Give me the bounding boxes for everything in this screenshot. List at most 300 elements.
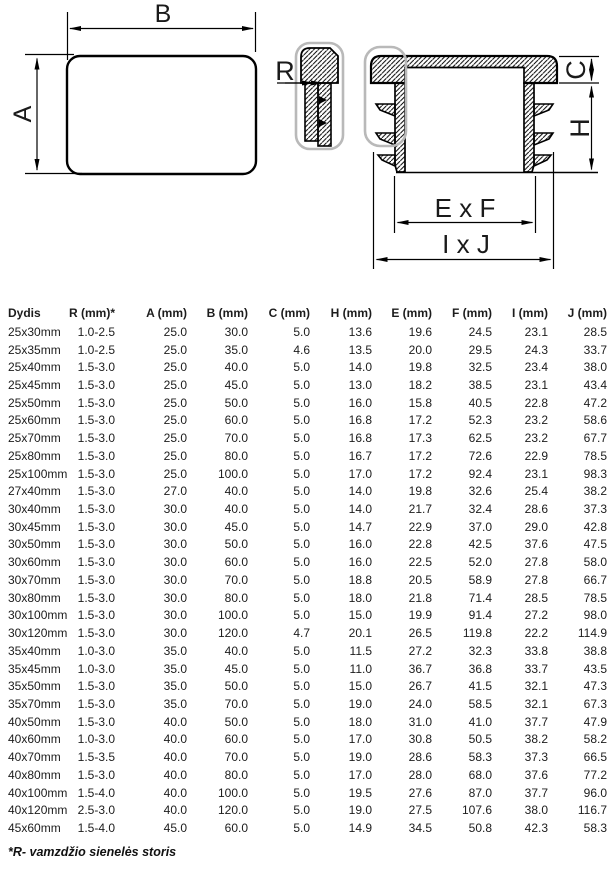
- value-cell: 19.9: [408, 608, 432, 623]
- value-cell: 50.5: [468, 732, 492, 747]
- table-row: [8, 607, 607, 625]
- table-row: [8, 589, 607, 607]
- table-row: [8, 695, 607, 713]
- table-row: [8, 447, 607, 465]
- value-cell: 41.0: [468, 714, 492, 729]
- value-cell: 37.6: [524, 537, 548, 552]
- table-row: [8, 766, 607, 784]
- value-cell: 100.0: [217, 785, 248, 800]
- value-cell: 1.5-3.0: [77, 572, 115, 587]
- size-cell: 30x70mm: [8, 572, 61, 587]
- value-cell: 30.0: [163, 502, 187, 517]
- value-cell: 5.0: [293, 679, 310, 694]
- size-cell: 30x60mm: [8, 555, 61, 570]
- value-cell: 40.0: [163, 750, 187, 765]
- table-row: [8, 784, 607, 802]
- value-cell: 32.3: [468, 643, 492, 658]
- value-cell: 18.8: [348, 572, 372, 587]
- value-cell: 62.5: [468, 431, 492, 446]
- value-cell: 35.0: [163, 643, 187, 658]
- column-header-dydis: Dydis: [8, 305, 41, 320]
- value-cell: 14.0: [348, 360, 372, 375]
- value-cell: 1.0-2.5: [77, 342, 115, 357]
- value-cell: 11.0: [349, 661, 372, 676]
- value-cell: 98.0: [583, 608, 607, 623]
- size-cell: 25x100mm: [8, 466, 68, 481]
- value-cell: 77.2: [583, 767, 607, 782]
- value-cell: 19.0: [348, 696, 372, 711]
- size-cell: 25x45mm: [8, 378, 61, 393]
- value-cell: 16.8: [348, 413, 372, 428]
- value-cell: 18.0: [348, 590, 372, 605]
- value-cell: 119.8: [462, 626, 492, 641]
- value-cell: 30.0: [163, 555, 187, 570]
- value-cell: 1.5-3.0: [77, 714, 115, 729]
- value-cell: 25.0: [163, 324, 187, 339]
- value-cell: 45.0: [224, 378, 248, 393]
- value-cell: 1.5-3.0: [77, 696, 115, 711]
- size-cell: 25x30mm: [8, 324, 61, 339]
- value-cell: 37.3: [583, 502, 607, 517]
- value-cell: 1.5-3.0: [77, 519, 115, 534]
- table-row: [8, 482, 607, 500]
- value-cell: 36.8: [468, 661, 492, 676]
- value-cell: 13.0: [348, 378, 372, 393]
- table-row: [8, 660, 607, 678]
- technical-drawing: [0, 0, 614, 296]
- value-cell: 60.0: [224, 413, 248, 428]
- value-cell: 80.0: [224, 448, 248, 463]
- value-cell: 33.7: [583, 342, 607, 357]
- value-cell: 58.2: [583, 732, 607, 747]
- value-cell: 37.7: [524, 714, 548, 729]
- value-cell: 37.6: [524, 767, 548, 782]
- value-cell: 5.0: [293, 714, 310, 729]
- value-cell: 66.7: [583, 572, 607, 587]
- value-cell: 87.0: [468, 785, 492, 800]
- column-header-c: C (mm): [268, 305, 310, 320]
- value-cell: 72.6: [468, 448, 492, 463]
- table-row: [8, 553, 607, 571]
- value-cell: 32.1: [524, 696, 548, 711]
- value-cell: 5.0: [293, 572, 310, 587]
- value-cell: 1.5-3.0: [77, 590, 115, 605]
- value-cell: 15.0: [348, 608, 372, 623]
- value-cell: 17.2: [408, 448, 432, 463]
- value-cell: 17.2: [408, 466, 432, 481]
- value-cell: 14.7: [348, 519, 372, 534]
- size-table: [8, 302, 607, 837]
- value-cell: 32.4: [468, 502, 492, 517]
- value-cell: 28.6: [524, 502, 548, 517]
- value-cell: 28.0: [408, 767, 432, 782]
- dimension-h-label: H: [565, 118, 595, 138]
- value-cell: 35.0: [163, 679, 187, 694]
- value-cell: 1.5-3.0: [77, 537, 115, 552]
- value-cell: 33.8: [524, 643, 548, 658]
- value-cell: 19.8: [408, 360, 432, 375]
- size-cell: 45x60mm: [8, 820, 61, 835]
- value-cell: 19.0: [348, 803, 372, 818]
- size-cell: 25x35mm: [8, 342, 61, 357]
- value-cell: 40.0: [163, 767, 187, 782]
- value-cell: 1.5-3.5: [77, 750, 115, 765]
- value-cell: 45.0: [163, 820, 187, 835]
- top-view: [9, 0, 256, 174]
- value-cell: 30.0: [163, 519, 187, 534]
- column-header-h: H (mm): [330, 305, 372, 320]
- value-cell: 1.5-3.0: [77, 413, 115, 428]
- value-cell: 80.0: [224, 767, 248, 782]
- value-cell: 23.1: [524, 324, 548, 339]
- value-cell: 5.0: [293, 785, 310, 800]
- value-cell: 15.8: [408, 395, 432, 410]
- value-cell: 47.2: [583, 395, 607, 410]
- value-cell: 29.5: [468, 342, 492, 357]
- value-cell: 27.2: [408, 643, 432, 658]
- table-row: [8, 412, 607, 430]
- value-cell: 30.0: [224, 324, 248, 339]
- value-cell: 18.2: [408, 378, 432, 393]
- value-cell: 45.0: [224, 661, 248, 676]
- value-cell: 25.0: [163, 466, 187, 481]
- value-cell: 107.6: [461, 803, 492, 818]
- value-cell: 40.0: [163, 714, 187, 729]
- value-cell: 5.0: [293, 378, 310, 393]
- table-row: [8, 642, 607, 660]
- column-header-b: B (mm): [206, 305, 248, 320]
- value-cell: 30.8: [408, 732, 432, 747]
- value-cell: 23.1: [524, 466, 548, 481]
- value-cell: 50.0: [224, 679, 248, 694]
- table-row: [8, 465, 607, 483]
- value-cell: 20.1: [348, 626, 372, 641]
- value-cell: 41.5: [468, 679, 492, 694]
- section-view: [365, 47, 599, 269]
- dimension-c-label: C: [561, 60, 591, 80]
- value-cell: 1.5-3.0: [77, 466, 115, 481]
- dimension-ixj-label: I x J: [442, 229, 490, 259]
- value-cell: 5.0: [293, 643, 310, 658]
- value-cell: 27.0: [163, 484, 187, 499]
- value-cell: 37.7: [524, 785, 548, 800]
- value-cell: 91.4: [468, 608, 492, 623]
- value-cell: 5.0: [293, 803, 310, 818]
- value-cell: 28.5: [583, 324, 607, 339]
- size-cell: 25x60mm: [8, 413, 61, 428]
- value-cell: 5.0: [293, 502, 310, 517]
- value-cell: 17.0: [348, 732, 372, 747]
- value-cell: 40.0: [224, 360, 248, 375]
- value-cell: 37.3: [524, 750, 548, 765]
- value-cell: 71.4: [468, 590, 492, 605]
- size-cell: 30x120mm: [8, 626, 68, 641]
- value-cell: 35.0: [163, 661, 187, 676]
- value-cell: 38.2: [524, 732, 548, 747]
- value-cell: 25.0: [163, 448, 187, 463]
- value-cell: 14.0: [348, 502, 372, 517]
- size-cell: 30x80mm: [8, 590, 61, 605]
- value-cell: 19.8: [408, 484, 432, 499]
- value-cell: 5.0: [293, 395, 310, 410]
- table-row: [8, 536, 607, 554]
- value-cell: 40.0: [224, 643, 248, 658]
- value-cell: 4.6: [293, 342, 310, 357]
- value-cell: 23.4: [524, 360, 548, 375]
- value-cell: 24.3: [524, 342, 548, 357]
- value-cell: 15.0: [348, 679, 372, 694]
- value-cell: 18.0: [348, 714, 372, 729]
- value-cell: 5.0: [293, 324, 310, 339]
- value-cell: 1.5-3.0: [77, 767, 115, 782]
- size-cell: 25x40mm: [8, 360, 61, 375]
- column-header-i: I (mm): [512, 305, 548, 320]
- value-cell: 30.0: [163, 537, 187, 552]
- table-row: [8, 341, 607, 359]
- value-cell: 25.0: [163, 395, 187, 410]
- value-cell: 5.0: [293, 608, 310, 623]
- value-cell: 67.3: [583, 696, 607, 711]
- size-cell: 35x40mm: [8, 643, 61, 658]
- value-cell: 5.0: [293, 555, 310, 570]
- value-cell: 22.8: [524, 395, 548, 410]
- size-cell: 35x45mm: [8, 661, 61, 676]
- value-cell: 60.0: [224, 555, 248, 570]
- value-cell: 16.7: [348, 448, 372, 463]
- table-row: [8, 323, 607, 341]
- value-cell: 60.0: [224, 820, 248, 835]
- value-cell: 5.0: [293, 590, 310, 605]
- size-cell: 25x80mm: [8, 448, 61, 463]
- value-cell: 20.5: [408, 572, 432, 587]
- value-cell: 1.5-3.0: [77, 608, 115, 623]
- table-row: [8, 429, 607, 447]
- value-cell: 1.5-3.0: [77, 555, 115, 570]
- value-cell: 22.8: [408, 537, 432, 552]
- value-cell: 92.4: [468, 466, 492, 481]
- value-cell: 70.0: [224, 572, 248, 587]
- value-cell: 25.4: [524, 484, 548, 499]
- value-cell: 5.0: [293, 519, 310, 534]
- value-cell: 1.5-3.0: [77, 360, 115, 375]
- value-cell: 1.5-3.0: [77, 626, 115, 641]
- value-cell: 120.0: [217, 626, 248, 641]
- value-cell: 5.0: [293, 732, 310, 747]
- value-cell: 22.9: [408, 519, 432, 534]
- value-cell: 14.9: [348, 820, 372, 835]
- value-cell: 70.0: [224, 431, 248, 446]
- value-cell: 16.0: [348, 537, 372, 552]
- plug-drawing-svg: [0, 0, 614, 296]
- value-cell: 58.5: [468, 696, 492, 711]
- value-cell: 31.0: [408, 714, 432, 729]
- column-header-e: E (mm): [391, 305, 432, 320]
- value-cell: 32.5: [468, 360, 492, 375]
- value-cell: 16.8: [348, 431, 372, 446]
- value-cell: 21.7: [408, 502, 432, 517]
- value-cell: 19.0: [348, 750, 372, 765]
- value-cell: 29.0: [524, 519, 548, 534]
- table-row: [8, 624, 607, 642]
- value-cell: 1.5-4.0: [77, 820, 115, 835]
- value-cell: 5.0: [293, 661, 310, 676]
- size-cell: 40x80mm: [8, 767, 61, 782]
- value-cell: 1.5-3.0: [77, 484, 115, 499]
- lip-section: [301, 48, 338, 83]
- size-cell: 40x70mm: [8, 750, 61, 765]
- value-cell: 5.0: [293, 360, 310, 375]
- value-cell: 40.0: [224, 502, 248, 517]
- column-header-j: J (mm): [567, 305, 607, 320]
- value-cell: 1.0-2.5: [77, 324, 115, 339]
- value-cell: 25.0: [163, 342, 187, 357]
- value-cell: 1.5-3.0: [77, 502, 115, 517]
- value-cell: 50.0: [224, 537, 248, 552]
- value-cell: 1.5-3.0: [77, 431, 115, 446]
- value-cell: 28.5: [524, 590, 548, 605]
- value-cell: 5.0: [293, 413, 310, 428]
- value-cell: 30.0: [163, 572, 187, 587]
- value-cell: 21.8: [408, 590, 432, 605]
- size-cell: 25x70mm: [8, 431, 61, 446]
- value-cell: 4.7: [293, 626, 310, 641]
- value-cell: 2.5-3.0: [77, 803, 115, 818]
- value-cell: 78.5: [583, 590, 607, 605]
- dimension-b-label: B: [154, 0, 172, 28]
- value-cell: 40.0: [163, 785, 187, 800]
- value-cell: 36.7: [408, 661, 432, 676]
- value-cell: 98.3: [583, 466, 607, 481]
- detail-view: [275, 43, 343, 149]
- value-cell: 13.5: [348, 342, 372, 357]
- plug-wall-section: [318, 83, 331, 146]
- value-cell: 25.0: [163, 413, 187, 428]
- value-cell: 5.0: [293, 696, 310, 711]
- value-cell: 19.6: [408, 324, 432, 339]
- size-cell: 25x50mm: [8, 395, 61, 410]
- tube-wall-section: [305, 83, 318, 141]
- value-cell: 24.0: [408, 696, 432, 711]
- value-cell: 38.2: [583, 484, 607, 499]
- value-cell: 16.0: [348, 395, 372, 410]
- value-cell: 1.0-3.0: [77, 643, 115, 658]
- column-header-f: F (mm): [452, 305, 492, 320]
- value-cell: 1.5-4.0: [77, 785, 115, 800]
- value-cell: 17.0: [348, 767, 372, 782]
- value-cell: 58.6: [583, 413, 607, 428]
- value-cell: 45.0: [224, 519, 248, 534]
- value-cell: 38.5: [468, 378, 492, 393]
- value-cell: 30.0: [163, 608, 187, 623]
- value-cell: 30.0: [163, 590, 187, 605]
- table-row: [8, 819, 607, 837]
- value-cell: 17.3: [408, 431, 432, 446]
- value-cell: 116.7: [577, 803, 607, 818]
- size-cell: 30x50mm: [8, 537, 61, 552]
- value-cell: 70.0: [224, 750, 248, 765]
- value-cell: 42.8: [583, 519, 607, 534]
- value-cell: 23.1: [524, 378, 548, 393]
- value-cell: 1.0-3.0: [77, 661, 115, 676]
- value-cell: 60.0: [224, 732, 248, 747]
- size-cell: 30x100mm: [8, 608, 68, 623]
- value-cell: 43.5: [583, 661, 607, 676]
- value-cell: 68.0: [468, 767, 492, 782]
- value-cell: 30.0: [163, 626, 187, 641]
- table-row: [8, 358, 607, 376]
- value-cell: 50.0: [224, 714, 248, 729]
- dimension-exf-label: E x F: [434, 193, 496, 223]
- table-row: [8, 731, 607, 749]
- value-cell: 52.0: [468, 555, 492, 570]
- size-cell: 40x50mm: [8, 714, 61, 729]
- value-cell: 43.4: [583, 378, 607, 393]
- cap-outline: [67, 56, 256, 174]
- value-cell: 58.9: [468, 572, 492, 587]
- value-cell: 5.0: [293, 537, 310, 552]
- value-cell: 32.6: [468, 484, 492, 499]
- value-cell: 47.3: [583, 679, 607, 694]
- value-cell: 17.2: [408, 413, 432, 428]
- value-cell: 33.7: [524, 661, 548, 676]
- value-cell: 38.0: [524, 803, 548, 818]
- value-cell: 42.5: [468, 537, 492, 552]
- value-cell: 1.5-3.0: [77, 395, 115, 410]
- value-cell: 80.0: [224, 590, 248, 605]
- value-cell: 1.5-3.0: [77, 378, 115, 393]
- value-cell: 1.5-3.0: [77, 679, 115, 694]
- dimension-r-label: R: [275, 56, 295, 86]
- value-cell: 100.0: [217, 608, 248, 623]
- table-row: [8, 394, 607, 412]
- value-cell: 19.5: [348, 785, 372, 800]
- value-cell: 35.0: [224, 342, 248, 357]
- table-row: [8, 571, 607, 589]
- value-cell: 20.0: [408, 342, 432, 357]
- right-wall: [524, 83, 534, 172]
- value-cell: 27.8: [524, 572, 548, 587]
- value-cell: 35.0: [163, 696, 187, 711]
- value-cell: 14.0: [348, 484, 372, 499]
- value-cell: 17.0: [348, 466, 372, 481]
- value-cell: 25.0: [163, 431, 187, 446]
- value-cell: 1.0-3.0: [77, 732, 115, 747]
- value-cell: 37.0: [468, 519, 492, 534]
- table-row: [8, 500, 607, 518]
- value-cell: 23.2: [524, 413, 548, 428]
- value-cell: 25.0: [163, 360, 187, 375]
- size-cell: 40x100mm: [8, 785, 68, 800]
- value-cell: 50.0: [224, 395, 248, 410]
- value-cell: 47.5: [583, 537, 607, 552]
- value-cell: 11.5: [349, 643, 372, 658]
- value-cell: 27.5: [408, 803, 432, 818]
- value-cell: 1.5-3.0: [77, 448, 115, 463]
- value-cell: 22.2: [524, 626, 548, 641]
- value-cell: 42.3: [524, 820, 548, 835]
- value-cell: 27.8: [524, 555, 548, 570]
- value-cell: 5.0: [293, 750, 310, 765]
- table-row: [8, 376, 607, 394]
- size-cell: 30x45mm: [8, 519, 61, 534]
- value-cell: 22.5: [408, 555, 432, 570]
- value-cell: 96.0: [583, 785, 607, 800]
- footnote: *R- vamzdžio sienelės storis: [8, 845, 177, 859]
- table-row: [8, 677, 607, 695]
- table-header-row: [8, 302, 607, 323]
- table-row: [8, 748, 607, 766]
- value-cell: 40.0: [224, 484, 248, 499]
